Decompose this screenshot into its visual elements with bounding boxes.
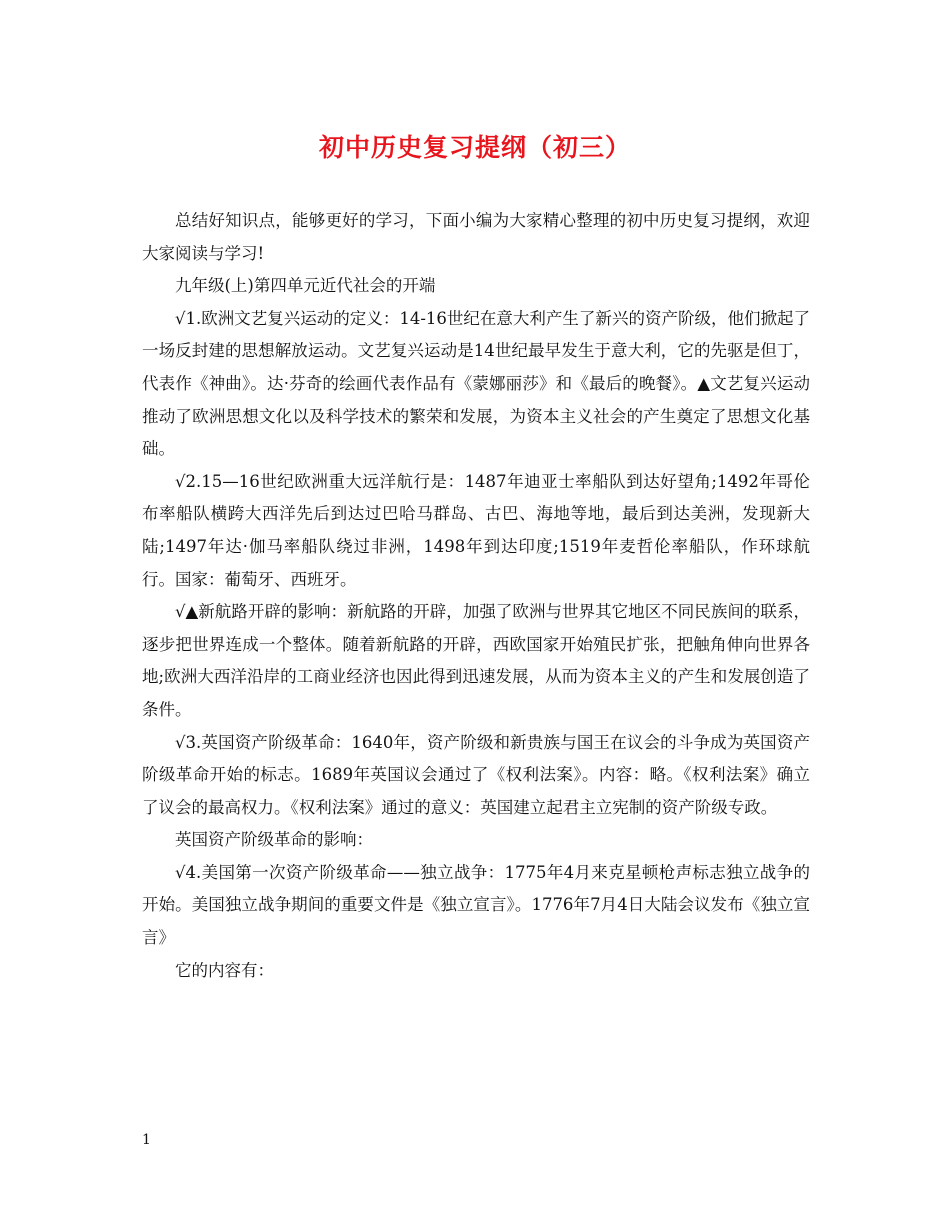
page-number: 1 [142,1132,151,1148]
english-revolution-impact-heading: 英国资产阶级革命的影响： [175,830,373,850]
english-revolution-paragraph: √3.英国资产阶级革命：1640年，资产阶级和新贵族与国王在议会的斗争成为英国资产阶级革命开始的标志。1689年英国议会通过了《权利法案》。内容：略。《权利法案》确立了议会的最高权力。《权利法案》通过的意义：英国建立起君主立宪制的资产阶级专政。 [142,732,810,817]
unit-heading: 九年级(上)第四单元近代社会的开端 [175,276,436,296]
contents-heading: 它的内容有： [175,960,274,980]
american-independence-paragraph: √4.美国第一次资产阶级革命——独立战争：1775年4月来克星顿枪声标志独立战争的开始。美国独立战争期间的重要文件是《独立宣言》。1776年7月4日大陆会议发布《独立宣言》 [142,862,810,948]
voyages-paragraph: √2.15—16世纪欧洲重大远洋航行是：1487年迪亚士率船队到达好望角;1492年哥伦布率船队横跨大西洋先后到达过巴哈马群岛、古巴、海地等地，最后到达美洲，发现新大陆;1497年达·伽马率船队绕过非洲，1498年到达印度;1519年麦哲伦率船队，作环球航行。国家：葡萄牙、西班牙。 [142,471,810,589]
new-routes-impact-paragraph: √▲新航路开辟的影响：新航路的开辟，加强了欧洲与世界其它地区不同民族间的联系，逐步把世界连成一个整体。随着新航路的开辟，西欧国家开始殖民扩张，把触角伸向世界各地;欧洲大西洋沿岸的工商业经济也因此得到迅速发展，从而为资本主义的产生和发展创造了条件。 [142,602,810,719]
renaissance-paragraph: √1.欧洲文艺复兴运动的定义：14-16世纪在意大利产生了新兴的资产阶级，他们掀起了一场反封建的思想解放运动。文艺复兴运动是14世纪最早发生于意大利，它的先驱是但丁，代表作《神曲》。达·芬奇的绘画代表作品有《蒙娜丽莎》和《最后的晚餐》。▲文艺复兴运动推动了欧洲思想文化以及科学技术的繁荣和发展，为资本主义社会的产生奠定了思想文化基础。 [142,308,810,459]
document-body [142,205,810,987]
intro-paragraph: 总结好知识点，能够更好的学习，下面小编为大家精心整理的初中历史复习提纲，欢迎大家阅读与学习! [142,211,810,263]
document-title: 初中历史复习提纲（初三） [318,133,631,162]
